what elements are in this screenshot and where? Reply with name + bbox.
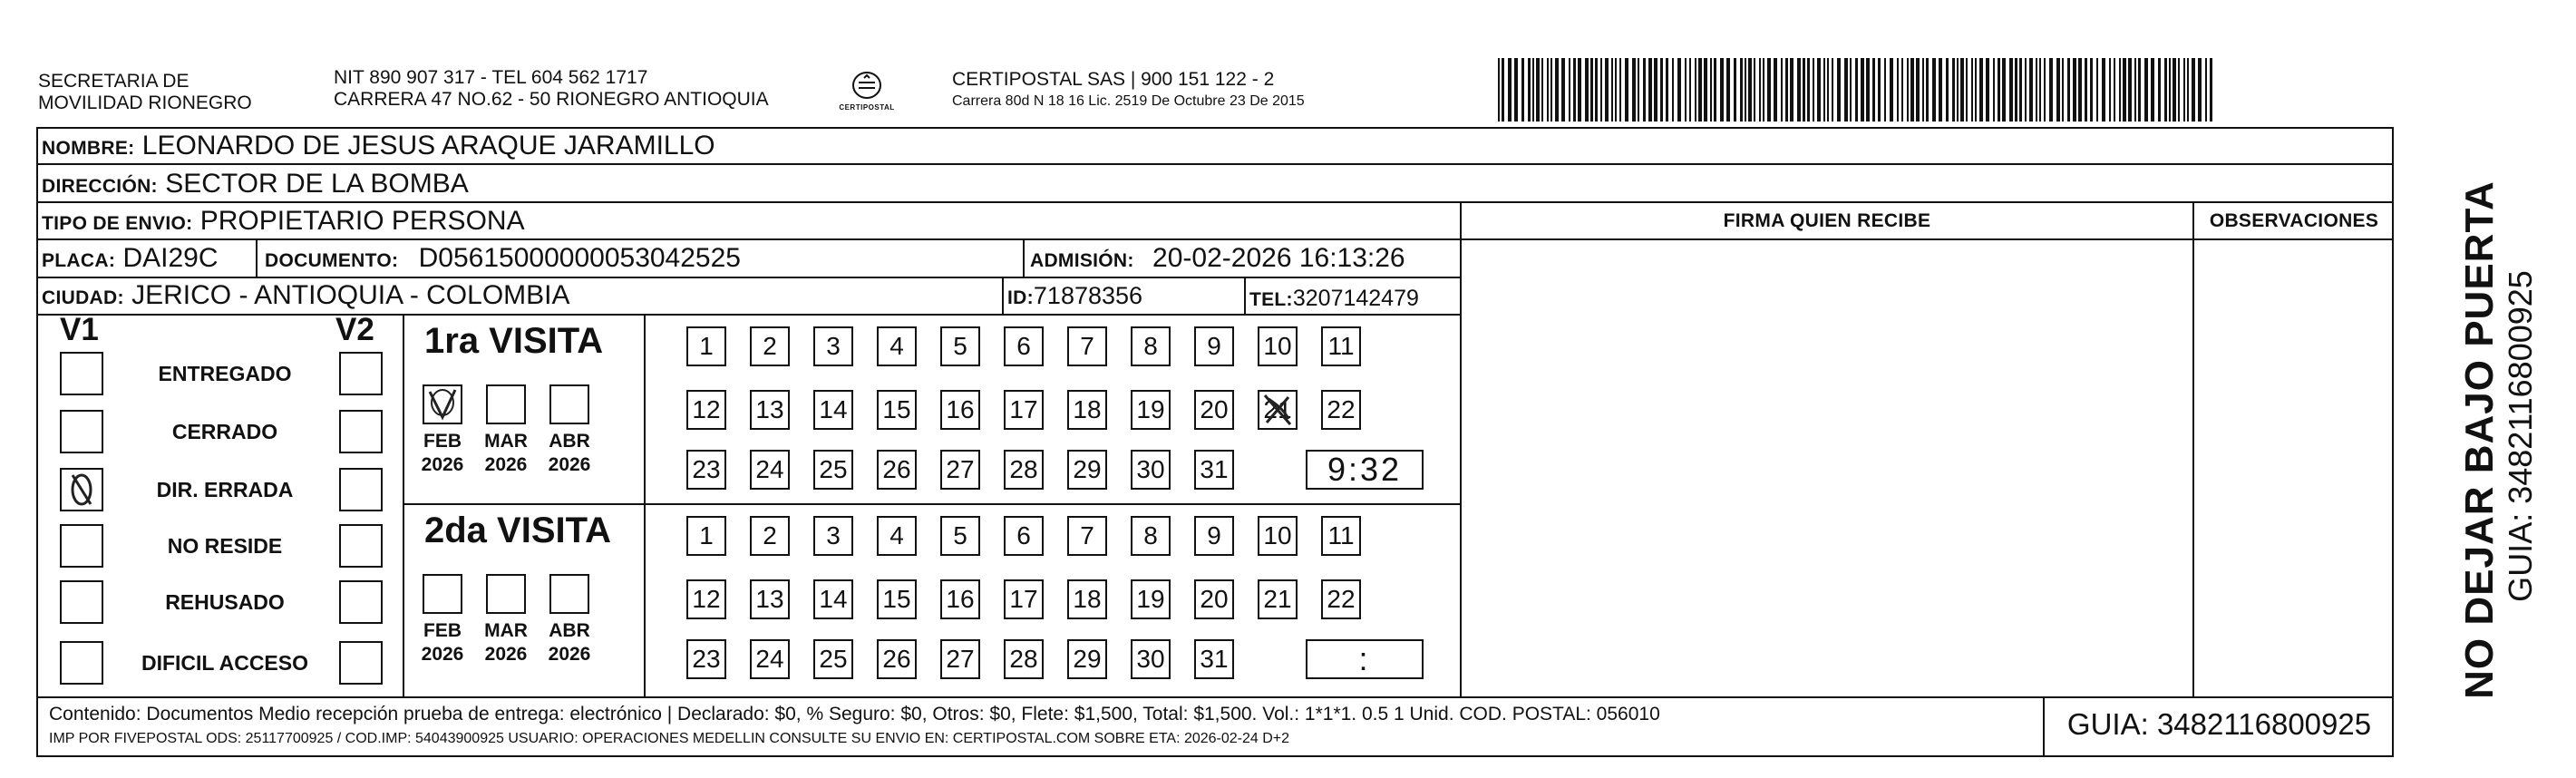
status-label: DIR. ERRADA	[156, 478, 294, 501]
day-box[interactable]: 10	[1258, 516, 1298, 556]
day-box[interactable]: 14	[813, 390, 853, 430]
observaciones-header: OBSERVACIONES	[2209, 210, 2379, 231]
day-box[interactable]: 27	[940, 450, 980, 490]
status-label: ENTREGADO	[158, 362, 292, 385]
footer-impresion: IMP POR FIVEPOSTAL ODS: 25117700925 / COD.IMP: 54043900925 USUARIO: OPERACIONES MEDELLIN CONSULTE SU ENVIO EN: CERTIPOSTAL.COM SOBRE ETA: 2026-02-24 D+2	[49, 731, 1290, 746]
courier-line-1: CERTIPOSTAL SAS | 900 151 122 - 2	[952, 69, 1275, 90]
status-label: DIFICIL ACCESO	[141, 651, 308, 675]
v2-checkbox[interactable]	[339, 410, 383, 453]
tipo-envio-row	[42, 206, 525, 237]
time-box[interactable]: :	[1306, 639, 1424, 679]
admision-label: ADMISIÓN:	[1030, 250, 1134, 271]
day-box[interactable]: 8	[1131, 326, 1171, 366]
day-box[interactable]: 7	[1067, 326, 1107, 366]
day-box[interactable]: 23	[686, 450, 726, 490]
day-box[interactable]: 6	[1004, 326, 1044, 366]
v1-checkbox[interactable]	[60, 524, 103, 568]
month-label: ABR 2026	[548, 620, 591, 665]
day-box[interactable]: 17	[1004, 390, 1044, 430]
day-box[interactable]: 6	[1004, 516, 1044, 556]
day-box[interactable]: 21	[1258, 579, 1298, 619]
courier-line-2: Carrera 80d N 18 16 Lic. 2519 De Octubre 23 De 2015	[952, 93, 1305, 109]
day-box[interactable]: 4	[877, 326, 917, 366]
documento-value: D05615000000053042525	[418, 243, 741, 273]
org-contact	[334, 67, 769, 111]
day-box[interactable]: 5	[940, 326, 980, 366]
barcode-bars	[1496, 58, 2221, 122]
day-box[interactable]: 13	[750, 579, 790, 619]
day-box[interactable]: 14	[813, 579, 853, 619]
ciudad-field	[42, 280, 570, 311]
day-box[interactable]: 12	[686, 579, 726, 619]
v1-checkbox[interactable]	[60, 468, 103, 511]
month-checkbox[interactable]	[423, 384, 462, 424]
month-checkbox[interactable]	[486, 574, 526, 614]
month-label: FEB 2026	[421, 620, 464, 665]
placa-field	[42, 243, 219, 274]
month-checkbox[interactable]	[549, 574, 589, 614]
firma-header: FIRMA QUIEN RECIBE	[1723, 210, 1931, 231]
admision-value: 20-02-2026 16:13:26	[1152, 243, 1405, 273]
day-box[interactable]: 16	[940, 579, 980, 619]
day-box[interactable]: 7	[1067, 516, 1107, 556]
day-box[interactable]: 22	[1321, 390, 1361, 430]
visit-title: 1ra VISITA	[424, 321, 604, 361]
status-label: REHUSADO	[165, 590, 285, 614]
day-box[interactable]: 31	[1194, 450, 1234, 490]
day-box[interactable]: 4	[877, 516, 917, 556]
day-box[interactable]: 17	[1004, 579, 1044, 619]
day-box[interactable]: 26	[877, 450, 917, 490]
day-box[interactable]: 28	[1004, 639, 1044, 679]
id-value: 71878356	[1033, 282, 1143, 309]
day-box[interactable]: 23	[686, 639, 726, 679]
day-box[interactable]: 5	[940, 516, 980, 556]
day-box[interactable]: 24	[750, 639, 790, 679]
day-box[interactable]: 13	[750, 390, 790, 430]
day-box[interactable]: 24	[750, 450, 790, 490]
v1-checkbox[interactable]	[60, 580, 103, 624]
month-checkbox[interactable]	[549, 384, 589, 424]
month-checkbox[interactable]	[423, 574, 462, 614]
day-box[interactable]: 9	[1194, 516, 1234, 556]
direccion-row	[42, 169, 469, 199]
nombre-row	[42, 131, 715, 161]
day-box[interactable]: 25	[813, 639, 853, 679]
tel-field	[1249, 282, 1419, 313]
courier-info	[952, 69, 1305, 111]
placa-label: PLACA:	[42, 250, 116, 271]
day-box[interactable]: 2	[750, 516, 790, 556]
org-line-1: SECRETARIA DE	[38, 71, 190, 92]
day-box[interactable]: 11	[1321, 326, 1361, 366]
time-box[interactable]: 9:32	[1306, 450, 1424, 490]
barcode	[1496, 58, 2221, 122]
ciudad-value: JERICO - ANTIOQUIA - COLOMBIA	[131, 280, 570, 310]
v2-checkbox[interactable]	[339, 580, 383, 624]
v1-header: V1	[60, 312, 99, 347]
day-box[interactable]: 1	[686, 326, 726, 366]
day-box[interactable]: 3	[813, 516, 853, 556]
day-box[interactable]: 18	[1067, 579, 1107, 619]
tipo-envio-value: PROPIETARIO PERSONA	[199, 206, 525, 236]
visit-title: 2da VISITA	[424, 511, 611, 550]
v1-checkbox[interactable]	[60, 410, 103, 453]
month-label: MAR 2026	[484, 431, 528, 475]
nombre-label: NOMBRE:	[42, 138, 135, 159]
v2-checkbox[interactable]	[339, 352, 383, 395]
v2-checkbox[interactable]	[339, 524, 383, 568]
day-box[interactable]: 2	[750, 326, 790, 366]
day-box[interactable]: 30	[1131, 639, 1171, 679]
day-box[interactable]: 9	[1194, 326, 1234, 366]
day-box[interactable]: 26	[877, 639, 917, 679]
documento-field	[265, 243, 741, 274]
v1-checkbox[interactable]	[60, 641, 103, 685]
id-field	[1007, 280, 1142, 311]
day-box[interactable]: 29	[1067, 639, 1107, 679]
footer-guia: GUIA: 3482116800925	[2066, 707, 2372, 741]
day-box[interactable]: 15	[877, 579, 917, 619]
direccion-label: DIRECCIÓN:	[42, 176, 158, 197]
day-box[interactable]: 12	[686, 390, 726, 430]
ciudad-label: CIUDAD:	[42, 287, 124, 308]
day-box[interactable]: 25	[813, 450, 853, 490]
nit-line: NIT 890 907 317 - TEL 604 562 1717	[334, 67, 648, 88]
certipostal-logo	[834, 69, 899, 116]
logo-text: CERTIPOSTAL	[839, 103, 895, 112]
day-box[interactable]: 8	[1131, 516, 1171, 556]
day-box[interactable]: 18	[1067, 390, 1107, 430]
day-box[interactable]: 31	[1194, 639, 1234, 679]
v1-checkbox[interactable]	[60, 352, 103, 395]
side-warning: NO DEJAR BAJO PUERTA	[2457, 180, 2502, 699]
day-box[interactable]: 19	[1131, 579, 1171, 619]
org-line-2: MOVILIDAD RIONEGRO	[38, 92, 252, 113]
v2-checkbox[interactable]	[339, 468, 383, 511]
v2-checkbox[interactable]	[339, 641, 383, 685]
day-box[interactable]: 22	[1321, 579, 1361, 619]
footer-contenido: Contenido: Documentos Medio recepción prueba de entrega: electrónico | Declarado: $0, % Seguro: $0, Otros: $0, Flete: $1,500, Total: $1,500. Vol.: 1*1*1. 0.5 1 Unid. COD. POSTAL: 056010	[49, 704, 1660, 725]
day-box[interactable]: 20	[1194, 579, 1234, 619]
month-checkbox[interactable]	[486, 384, 526, 424]
day-box[interactable]: 1	[686, 516, 726, 556]
day-box[interactable]: 20	[1194, 390, 1234, 430]
placa-value: DAI29C	[122, 243, 219, 273]
tel-value: 3207142479	[1292, 286, 1419, 311]
tel-label: TEL:	[1249, 289, 1293, 310]
day-box[interactable]: 28	[1004, 450, 1044, 490]
day-box[interactable]: 10	[1258, 326, 1298, 366]
admision-field	[1030, 243, 1405, 274]
month-label: MAR 2026	[484, 620, 528, 665]
tipo-envio-label: TIPO DE ENVIO:	[42, 213, 193, 234]
day-box[interactable]: 27	[940, 639, 980, 679]
documento-label: DOCUMENTO:	[265, 250, 399, 271]
org-name	[38, 71, 252, 114]
v2-header: V2	[335, 312, 374, 347]
day-box[interactable]: 21	[1258, 390, 1298, 430]
address-line: CARRERA 47 NO.62 - 50 RIONEGRO ANTIOQUIA	[334, 89, 769, 110]
day-box[interactable]: 11	[1321, 516, 1361, 556]
day-box[interactable]: 16	[940, 390, 980, 430]
month-label: ABR 2026	[548, 431, 591, 475]
direccion-value: SECTOR DE LA BOMBA	[165, 169, 469, 199]
side-guia: GUIA: 3482116800925	[2502, 270, 2539, 602]
day-box[interactable]: 15	[877, 390, 917, 430]
nombre-value: LEONARDO DE JESUS ARAQUE JARAMILLO	[141, 131, 715, 160]
day-box[interactable]: 30	[1131, 450, 1171, 490]
day-box[interactable]: 19	[1131, 390, 1171, 430]
status-label: CERRADO	[171, 420, 278, 443]
id-label: ID:	[1007, 287, 1034, 308]
month-label: FEB 2026	[421, 431, 464, 475]
side-text-block	[2407, 127, 2543, 757]
status-label: NO RESIDE	[167, 534, 283, 558]
day-box[interactable]: 3	[813, 326, 853, 366]
day-box[interactable]: 29	[1067, 450, 1107, 490]
